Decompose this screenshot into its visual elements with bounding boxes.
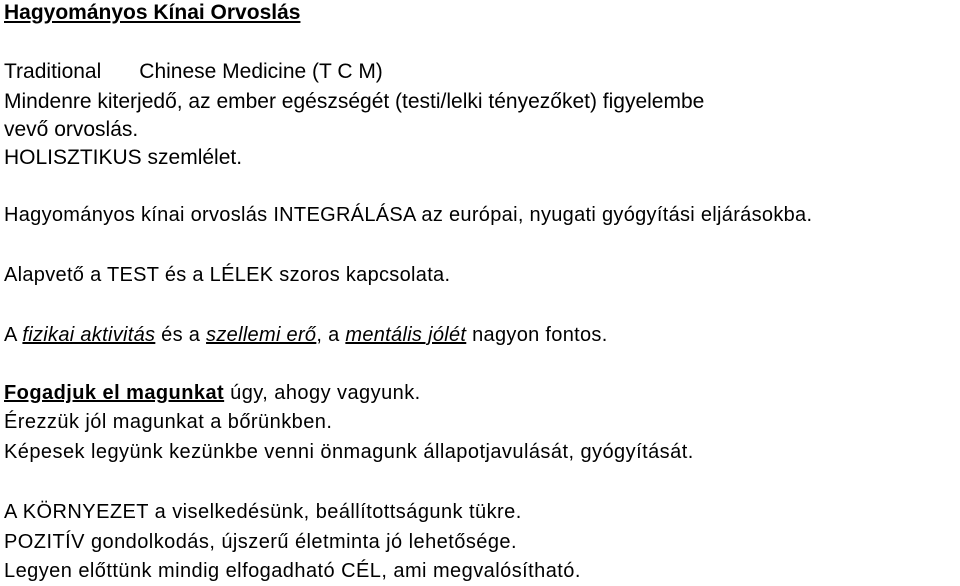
environment-line-3: Legyen előttünk mindig elfogadható CÉL, ami megvalósítható.	[4, 560, 581, 582]
principle-activity	[4, 325, 608, 345]
intro-line-1	[4, 61, 383, 82]
activity-spiritual: szellemi erő	[206, 324, 317, 346]
acceptance-line-3: Képesek legyünk kezünkbe venni önmagunk állapotjavulását, gyógyítását.	[4, 441, 694, 463]
activity-physical: fizikai aktivitás	[22, 324, 156, 346]
intro-line-4: HOLISZTIKUS szemlélet.	[4, 146, 243, 169]
intro-term-continued: Chinese Medicine (T C M)	[139, 60, 383, 83]
intro-term: Traditional	[4, 60, 102, 83]
document-title: Hagyományos Kínai Orvoslás	[4, 1, 301, 24]
acceptance-line-1	[4, 383, 421, 403]
environment-line-1: A KÖRNYEZET a viselkedésünk, beállítottságunk tükre.	[4, 501, 522, 523]
principle-body-soul: Alapvető a TEST és a LÉLEK szoros kapcsolata.	[4, 264, 451, 286]
activity-mental: mentális jólét	[345, 324, 467, 346]
environment-line-2: POZITÍV gondolkodás, újszerű életminta jó lehetősége.	[4, 531, 518, 553]
activity-mid-1: és a	[155, 324, 207, 346]
activity-prefix: A	[4, 324, 23, 346]
intro-line-2: Mindenre kiterjedő, az ember egészségét (testi/lelki tényezőket) figyelembe	[4, 90, 705, 113]
acceptance-rest: úgy, ahogy vagyunk.	[224, 382, 421, 404]
acceptance-line-2: Érezzük jól magunkat a bőrünkben.	[4, 411, 333, 433]
acceptance-emphasis: Fogadjuk el magunkat	[4, 382, 225, 404]
activity-mid-2: , a	[316, 324, 346, 346]
activity-suffix: nagyon fontos.	[466, 324, 608, 346]
principle-integration: Hagyományos kínai orvoslás INTEGRÁLÁSA az európai, nyugati gyógyítási eljárásokba.	[4, 204, 813, 226]
intro-line-3: vevő orvoslás.	[4, 118, 139, 141]
